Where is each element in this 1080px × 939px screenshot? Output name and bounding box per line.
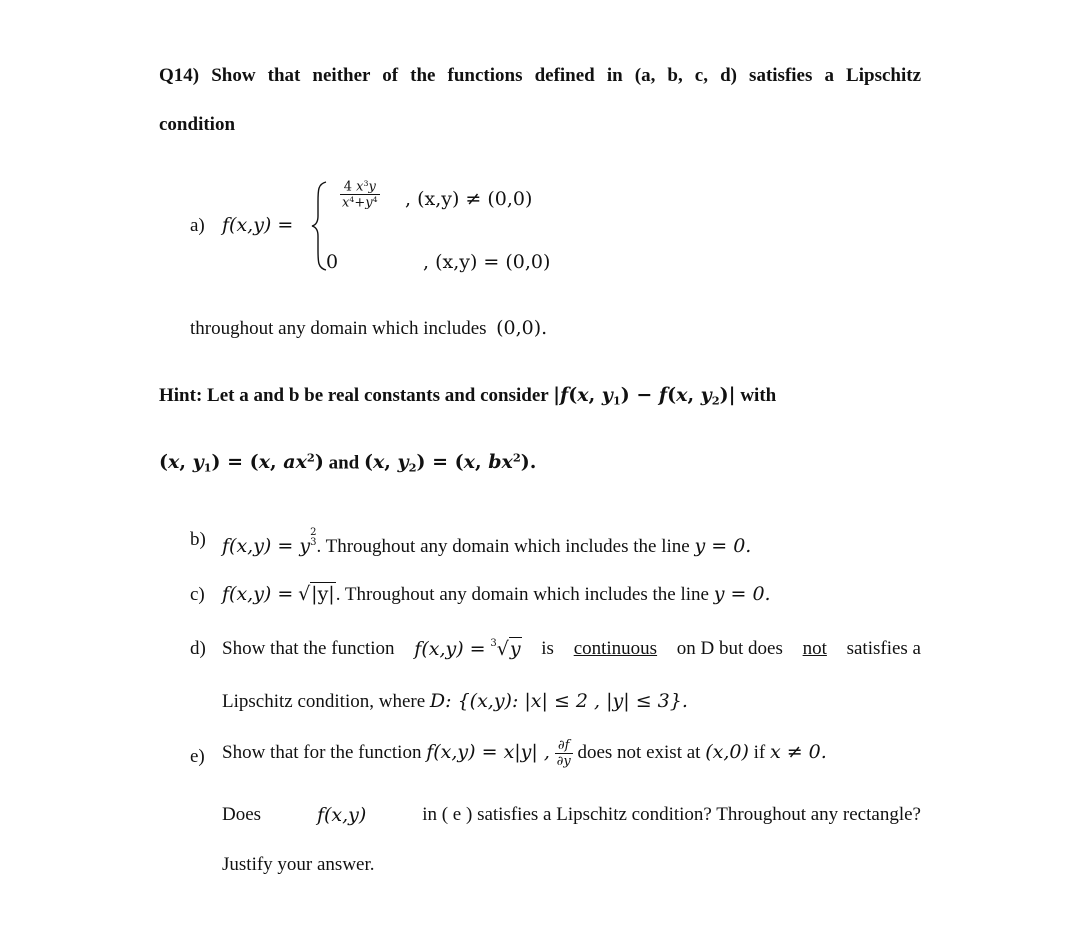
part-d-label: d)	[190, 638, 206, 659]
part-b-label: b)	[190, 529, 206, 550]
question-title-line1: Q14) Show that neither of the functions defined in (a, b, c, d) satisfies a Lipschitz	[159, 65, 921, 86]
part-b-body: f(x,y) = y 2 3 . Throughout any domain which includes the line y = 0.	[222, 527, 752, 557]
part-a-domain: throughout any domain which includes (0,0).	[190, 317, 548, 339]
part-d-line1: Show that the function f(x,y) = $^3$√y is continuous on D but does not satisfies a	[222, 638, 921, 660]
part-a-label: a)	[190, 215, 205, 236]
part-e-line3: Justify your answer.	[222, 854, 375, 875]
hint-line2: (x, $y_1) = (x$, $ax^2$) and (x, $y_2) = (x$, $bx^2$).	[159, 451, 537, 475]
part-a-lhs: f(x,y) =	[222, 214, 294, 236]
part-a-case1-condition: , (x,y) ≠ (0,0)	[405, 188, 533, 210]
part-a-case2-value: 0	[326, 251, 339, 273]
part-c-body: f(x,y) = √|y|. Throughout any domain which includes the line y = 0.	[222, 583, 771, 605]
part-e-line2: Does f(x,y) in ( e ) satisfies a Lipschitz condition? Throughout any rectangle?	[222, 804, 921, 826]
part-e-label: e)	[190, 746, 205, 767]
question-title-line2: condition	[159, 114, 236, 135]
part-e-line1: Show that for the function f(x,y) = x|y| , $\frac{\partial f}{\partial y}$ does not exist at (x,0) if x ≠ 0.	[222, 738, 827, 769]
part-a-fraction: $\frac{4 x^3y}{x^4+y^4}$	[342, 179, 378, 211]
part-a-case2-condition: , (x,y) = (0,0)	[423, 251, 551, 273]
part-c-label: c)	[190, 584, 205, 605]
part-d-line2: Lipschitz condition, where D: {(x,y): |x| ≤ 2 , |y| ≤ 3}.	[222, 690, 688, 712]
hint-line1: Hint: Let a and b be real constants and consider |f(x, $y_1) - f(x$, $y_2)|$ with	[159, 384, 777, 408]
